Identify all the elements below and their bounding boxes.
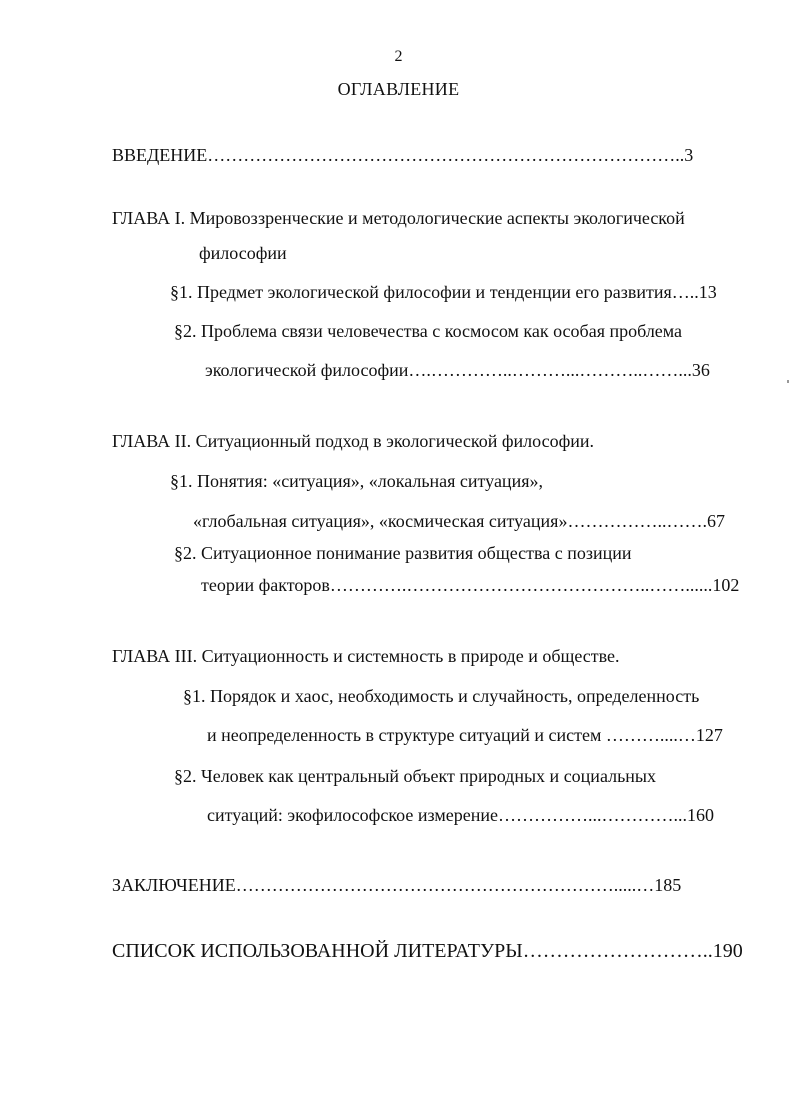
toc-chapter-2-section-2-cont: теории факторов………….…………………………………..……......102 [201,575,740,595]
toc-chapter-1-section-2-cont: экологической философии….…………..………...………..……...36 [205,360,710,380]
toc-chapter-1-section-1: §1. Предмет экологической философии и тенденции его развития…..13 [170,282,717,302]
page-number: 2 [394,48,403,65]
toc-chapter-3-section-1: §1. Порядок и хаос, необходимость и случайность, определенность [183,686,700,706]
toc-chapter-1-title: ГЛАВА I. Мировоззренческие и методологические аспекты экологической [112,208,685,228]
toc-entry-conclusion: ЗАКЛЮЧЕНИЕ……………………………………………………….....…185 [112,875,682,895]
toc-chapter-3-section-1-cont: и неопределенность в структуре ситуаций и систем ………....…127 [207,725,723,745]
toc-chapter-1-section-2: §2. Проблема связи человечества с космосом как особая проблема [174,321,683,341]
toc-chapter-2-title: ГЛАВА II. Ситуационный подход в экологической философии. [112,431,595,451]
toc-chapter-1-title-cont: философии [199,243,287,263]
toc-entry-references: СПИСОК ИСПОЛЬЗОВАННОЙ ЛИТЕРАТУРЫ………………………..190 [112,940,743,962]
toc-chapter-2-section-1: §1. Понятия: «ситуация», «локальная ситуация», [170,471,543,491]
toc-chapter-3-section-2: §2. Человек как центральный объект природных и социальных [174,766,657,786]
toc-chapter-3-title: ГЛАВА III. Ситуационность и системность в природе и обществе. [112,646,620,666]
toc-chapter-2-section-1-cont: «глобальная ситуация», «космическая ситуация»……………..…….67 [193,511,725,531]
toc-title: ОГЛАВЛЕНИЕ [337,79,460,99]
toc-chapter-2-section-2: §2. Ситуационное понимание развития общества с позиции [174,543,632,563]
toc-entry-introduction: ВВЕДЕНИЕ……………………………………………………………………..3 [112,145,694,165]
scan-speck [787,380,789,383]
toc-chapter-3-section-2-cont: ситуаций: экофилософское измерение……………...…………...160 [207,805,714,825]
